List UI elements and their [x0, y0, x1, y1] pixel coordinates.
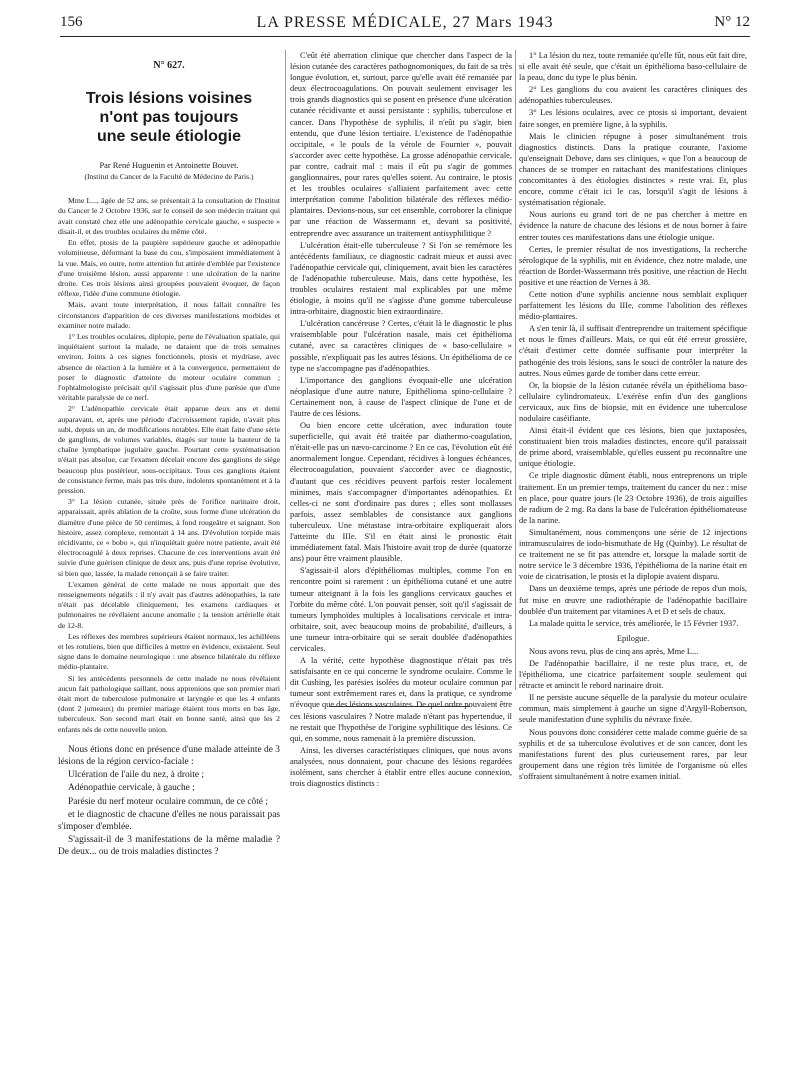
paragraph: 1° La lésion du nez, toute remaniée qu'elle fût, nous eût fait dire, si elle avait été seule, que c'était un épithélioma baso-cellulaire de la peau, donc du type le plus bénin.: [519, 51, 747, 83]
paragraph: Simultanément, nous commençons une série de 12 injections intramusculaires de iodo-bismuthate de Hg (Quinby). Le résultat de ce traitement ne se fit pas attendre et, lorsque la malade sortit de notre service le 3 décembre 1936, l'épithélioma de la narine était en voie de cicatrisation, le ptosis et la diplopie avaient disparu.: [519, 527, 747, 582]
paragraph: Dans un deuxième temps, après une période de repos d'un mois, fut mise en œuvre une radiothérapie de l'adénopathie bacillaire doublée d'un traitement par vitamines A et D et sels de chaux.: [519, 584, 747, 616]
article-title: Trois lésions voisines n'ont pas toujours une seule étiologie: [85, 90, 253, 146]
article-number: N° 627.: [153, 60, 185, 71]
paragraph: Nous pouvons donc considérer cette malade comme guérie de sa syphilis et de sa tuberculose évolutives et de son cancer, dont les manifestations furent des plus curieusement rares, par leur groupement dans une région très limitée de l'organisme où elles s'offraient simultanément à notre examen initial.: [519, 727, 747, 781]
paragraph: 2° Les ganglions du cou avaient les caractères cliniques des adénopathies tuberculeuses.: [519, 85, 747, 106]
epilogue-heading: Epilogue.: [616, 633, 650, 643]
paragraph: Les réflexes des membres supérieurs étaient normaux, les achilléens et les rotuliens, bien que difficiles à mettre en évidence, existaient. Seul signe dans le domaine neurologique : une absence bilatérale du réflexe médio-plantaire.: [58, 631, 280, 672]
column-3: [519, 50, 747, 1060]
paragraph: Mais le clinicien répugne à poser simultanément trois diagnostics distincts. Dans la pratique courante, l'axiome qu'enseignait Debove, dans ses cliniques, « que l'on a beaucoup de chances de se tromper en rattachant des manifestations cliniques concomitantes à des étiologies distinctes » reste vrai. Et, plus encore, comme c'était ici le cas, lorsqu'il s'agit de lésions à systématisation régionale.: [519, 131, 747, 208]
paragraph: Adénopathie cervicale, à gauche ;: [68, 783, 195, 794]
end-rule: [330, 706, 470, 707]
paragraph: L'examen général de cette malade ne nous apportait que des renseignements négatifs : il n'y avait pas d'autres adénopathies, la rate n'était pas décelable cliniquement, les examens cardiaques et pulmonaires ne révélaient aucune anomalie ; la tension artérielle était de 12-8.: [58, 579, 280, 630]
paragraph: De l'adénopathie bacillaire, il ne reste plus trace, et, de l'épithélioma, une cicatrice parfaitement souple seulement qui rétracte et amincit le rebord narinaire droit.: [519, 658, 747, 691]
paragraph: L'ulcération était-elle tuberculeuse ? Si l'on se remémore les antécédents familiaux, ce diagnostic cadrait mieux et aussi avec l'adénopathie cervicale qui, cliniquement, avait bien les caractères de l'adénopathie tuberculeuse. Mais, dans cette hypothèse, les troubles oculaires restaient mal explicables par une même étiologie, à moins qu'il ne s'agisse d'une gomme tuberculeuse intra-orbitaire, diagnostic bien extraordinaire.: [290, 240, 512, 317]
paragraph: L'importance des ganglions évoquait-elle une ulcération néoplasique d'une autre nature, Epithélioma spino-cellulaire ? Certainement non, à cause de l'aspect clinique de l'une et de l'autre de ces lésions.: [290, 375, 512, 418]
paragraph: Ou bien encore cette ulcération, avec induration toute superficielle, qui avait été traitée par diathermo-coagulation, n'était-elle pas un nævo-carcinome ? En ce cas, l'évolution eût été anormalement longue. Cependant, récidives à longues échéances, électrocoagulation, pouvaient s'accorder avec ce diagnostic, d'autant que ces récidives peuvent parfois rester localement minimes, mais s'accompagner d'importantes adénopathies. Et celles-ci ne sont d'ordinaire pas dures ; elles sont mollasses parfois, assez semblables de consistance aux ganglions tuberculeux. Une métastase intra-orbitaire expliquerait alors l'atteinte du IIIe. S'il en était ainsi le pronostic était immédiatement fatal. Mais l'histoire avait trop de durée (quatorze ans) pour être vraiment plausible.: [290, 421, 512, 564]
paragraph: 1° Les troubles oculaires, diplopie, perte de l'évaluation spatiale, qui inquiétaient surtout la malade, ne dataient que de trois semaines environ. Joints à ces signes fonctionnels, ptosis et mydriase, avec absence de réaction à la lumière et à la convergence, permettaient de poser le diagnostic d'atteinte du moteur oculaire commun ; l'ophtalmologiste précisait qu'il s'agissait plus d'une parésie que d'une véritable paralysie de ce nerf.: [58, 331, 280, 403]
paragraph: Ainsi était-il évident que ces lésions, bien que juxtaposées, constituaient bien trois maladies distinctes, encore qu'il paraissait de prime abord, vraisemblable, qu'elles eussent pu reconnaître une unique étiologie.: [519, 426, 747, 469]
paragraph: Cette notion d'une syphilis ancienne nous semblait expliquer parfaitement les lésions du IIIe, comme l'abolition des réflexes médio-plantaires.: [519, 289, 747, 322]
paragraph: Mme L..., âgée de 52 ans, se présentait à la consultation de l'Institut du Cancer le 2 Octobre 1936, sur le conseil de son médecin traitant qui avait constaté chez elle une adénopathie cervicale gauche, « suspecte » disait-il, et des troubles oculaires du même côté.: [58, 196, 280, 236]
paragraph: S'agissait-il de 3 manifestations de la même maladie ? De deux... ou de trois maladies distinctes ?: [58, 835, 280, 858]
paragraph: S'agissait-il alors d'épithéliomas multiples, comme l'on en rencontre point si rarement : un épithélioma cutané et une autre tumeur atteignant à la fois les ganglions cervicaux gauches et l'orbite du même côté. L'on pouvait penser, soit qu'il s'agissait de tumeurs lymphoïdes multiples à localisations cervicale et intra-orbitaire, soit, avec beaucoup moins de probabilité, d'ailleurs, à une tumeur intra-orbitaire qui se serait doublée d'adénopathies cervicales.: [290, 566, 512, 653]
paragraph: Ulcération de l'aile du nez, à droite ;: [68, 770, 205, 781]
paragraph: Ce triple diagnostic dûment établi, nous entreprenons un triple traitement. En un premier temps, traitement du cancer du nez : mise en place, pour quatre jours (le 23 Octobre 1936), de trois aiguilles de radium de 2 mg. Ra dans la base de l'ulcération épithéliomateuse de la narine.: [519, 471, 747, 525]
paragraph: Mais, avant toute interprétation, il nous fallait connaître les circonstances d'apparition de ces diverses manifestations morbides et examiner notre malade.: [58, 300, 280, 330]
paragraph: C'eût été aberration clinique que chercher dans l'aspect de la lésion cutanée des caractères pathognomoniques, du fait de sa très longue évolution, et, surtout, parce qu'elle avait été remaniée par deux électrocoagulations. On pouvait seulement envisager les trois grands diagnostics qui se posent en présence d'une ulcération cutanée récidivante et aussi persistante : syphilis, tuberculose et cancer. Dans l'hypothèse de syphilis, il n'eût pu s'agir, bien entendu, que d'une lésion tertiaire. L'existence de l'adénopathie occipitale, « le pouls de la vérole de Fournier », pouvait s'accorder avec cette hypothèse. La grosse adénopathie cervicale, par contre, cadrait mal : mais il eût pu s'agir de gommes ganglionnaires, pour rares qu'elles soient. Au contraire, le ptosis et les troubles oculaires s'alliaient parfaitement avec cette interprétation comme l'abolition bilatérale des réflexes médio-plantaires. Devions-nous, sur cet ensemble, corroborer la clinique par une réaction de Wassermann et, devant sa positivité, entreprendre avec assurance un traitement antisyphilitique ?: [290, 51, 512, 238]
header-rule: [60, 36, 750, 37]
paragraph: 3° La lésion cutanée, située près de l'orifice narinaire droit, apparaissait, après ablation de la croûte, sous forme d'une ulcération du diamètre d'une pièce de 50 centimes, à fond rougeâtre et saignant. Son histoire, assez complexe, remontait à 14 ans. D'évolution torpide mais récidivante, ce « bobo », qui n'inquiétait guère notre patiente, avait été électrocoagulé à deux reprises. Chacune de ces interventions avait été suivie d'une guérison clinique de deux ans, puis d'une reprise évolutive, si bien que, lassée, la malade renonçait à se faire traiter.: [58, 497, 280, 578]
page-number: 156: [60, 14, 83, 30]
column-1: [58, 50, 280, 1060]
paragraph: Si les antécédents personnels de cette malade ne nous révélaient aucun fait pathologique saillant, nous apprenions que son premier mari était mort de tuberculose pulmonaire et laryngée et que les 4 enfants (dont 2 jumeaux) du premier mariage étaient tous morts en bas âge, tuberculeux. Son second mari était en bonne santé, ainsi que les 2 enfants nés de cette nouvelle union.: [58, 673, 280, 734]
paragraph: A la vérité, cette hypothèse diagnostique n'était pas très satisfaisante en ce qui concerne le syndrome oculaire. Comme le dit Cushing, les parésies isolées du moteur oculaire commun par tumeur sont extrêmement rares et, dans la pratique, ce syndrome n'évoque que des lésions vasculaires. De quel ordre pouvaient être ces lésions vasculaires ? Notre malade n'étant pas hypertendue, il ne restait que l'hypothèse de l'origine syphilitique des lésions. Ce qui, en somme, nous ramenait à la première discussion.: [290, 656, 512, 743]
paragraph: Nous aurions eu grand tort de ne pas chercher à mettre en évidence la nature de chacune des lésions et de nous borner à faire entrer toutes ces manifestations dans une étiologie unique.: [519, 210, 747, 242]
column-2: [290, 50, 512, 1060]
paragraph: Parésie du nerf moteur oculaire commun, de ce côté ;: [68, 796, 268, 807]
paragraph: L'ulcération cancéreuse ? Certes, c'était là le diagnostic le plus vraisemblable pour l'ulcération nasale, mais cet épithélioma cutané, avec sa caractères cliniques de « baso-cellulaire » possible, n'expliquait pas les autres lésions. Un épithélioma de ce type ne s'accompagne pas d'adénopathies.: [290, 319, 512, 373]
paragraph: Nous avons revu, plus de cinq ans après, Mme L...: [529, 646, 699, 656]
issue-number: N° 12: [714, 14, 750, 30]
column-divider: [285, 50, 286, 690]
journal-title: LA PRESSE MÉDICALE, 27 Mars 1943: [256, 14, 554, 31]
paragraph: A s'en tenir là, il suffisait d'entreprendre un traitement spécifique et nous le fîmes d'ailleurs. Mais, ce qui eût été erreur grossière, c'était d'estimer cette donnée suffisante pour interpréter la pathogénie des trois lésions, sans le souci de contrôler la nature des autres. Nous eûmes garde de tomber dans cette erreur.: [519, 324, 747, 378]
paragraph: Certes, le premier résultat de nos investigations, la recherche sérologique de la syphilis, mit en évidence, chez notre malade, une réaction de Bordet-Wassermann très positive, une réaction de Hecht positive et une réaction de Vernes à 38.: [519, 244, 747, 287]
paragraph: 2° L'adénopathie cervicale était apparue deux ans et demi auparavant, et, après une période d'accroissement rapide, n'avait plus subi, depuis un an, de modifications notables. Elle était faite d'une série de ganglions, de volumes variables, étagés sur toute la hauteur de la chaîne lymphatique jugulaire gauche. Pourtant cette systématisation n'était pas absolue, car l'examen décelait encore des ganglions de siège beaucoup plus postérieur, sous-occipitaux. Tous ces ganglions étaient de consistance ferme, mais pas très dure, indolents spontanément et à la pression.: [58, 404, 280, 495]
paragraph: La malade quitta le service, très améliorée, le 15 Février 1937.: [529, 618, 739, 628]
paragraph: et le diagnostic de chacune d'elles ne nous paraissait pas s'imposer d'emblée.: [58, 809, 280, 833]
paragraph: En effet, ptosis de la paupière supérieure gauche et adénopathie volumineuse, déformant la base du cou, s'imposaient immédiatement à la vue. Mais, en outre, notre attention fut attirée d'emblée par l'existence d'une troisième lésion, aussi apparente : une ulcération de la narine droite. Ces trois lésions ainsi groupées pouvaient évoquer, de façon réflexe, l'idée d'une commune étiologie.: [58, 238, 280, 299]
article-authors: Par René Huguenin et Antoinette Bouvet.: [99, 161, 239, 171]
paragraph: Or, la biopsie de la lésion cutanée révéla un épithélioma baso-cellulaire cylindromateux. L'exérèse enfin d'un des ganglions cervicaux, aux fins de biopsie, mit en évidence une tuberculose nodulaire caséifiante.: [519, 380, 747, 423]
column-divider: [515, 50, 516, 690]
article-institution: (Institut du Cancer de la Faculté de Médecine de Paris.): [84, 172, 254, 182]
paragraph: Ainsi, les diverses caractéristiques cliniques, que nous avons analysées, nous donnaient, pour chacune des lésions regardées isolément, sans chercher à établir entre elles aucune connexion, trois diagnostics distincts :: [290, 745, 512, 789]
paragraph: Il ne persiste aucune séquelle de la paralysie du moteur oculaire commun, mais simplement à gauche un signe d'Argyll-Robertson, seule manifestation d'une syphilis du névraxe fixée.: [519, 693, 747, 725]
paragraph: 3° Les lésions oculaires, avec ce ptosis si important, devaient faire songer, en première ligne, à la syphilis.: [519, 108, 747, 129]
paragraph: Nous étions donc en présence d'une malade atteinte de 3 lésions de la région cervico-faciale :: [58, 744, 280, 768]
page-header: [60, 14, 750, 38]
